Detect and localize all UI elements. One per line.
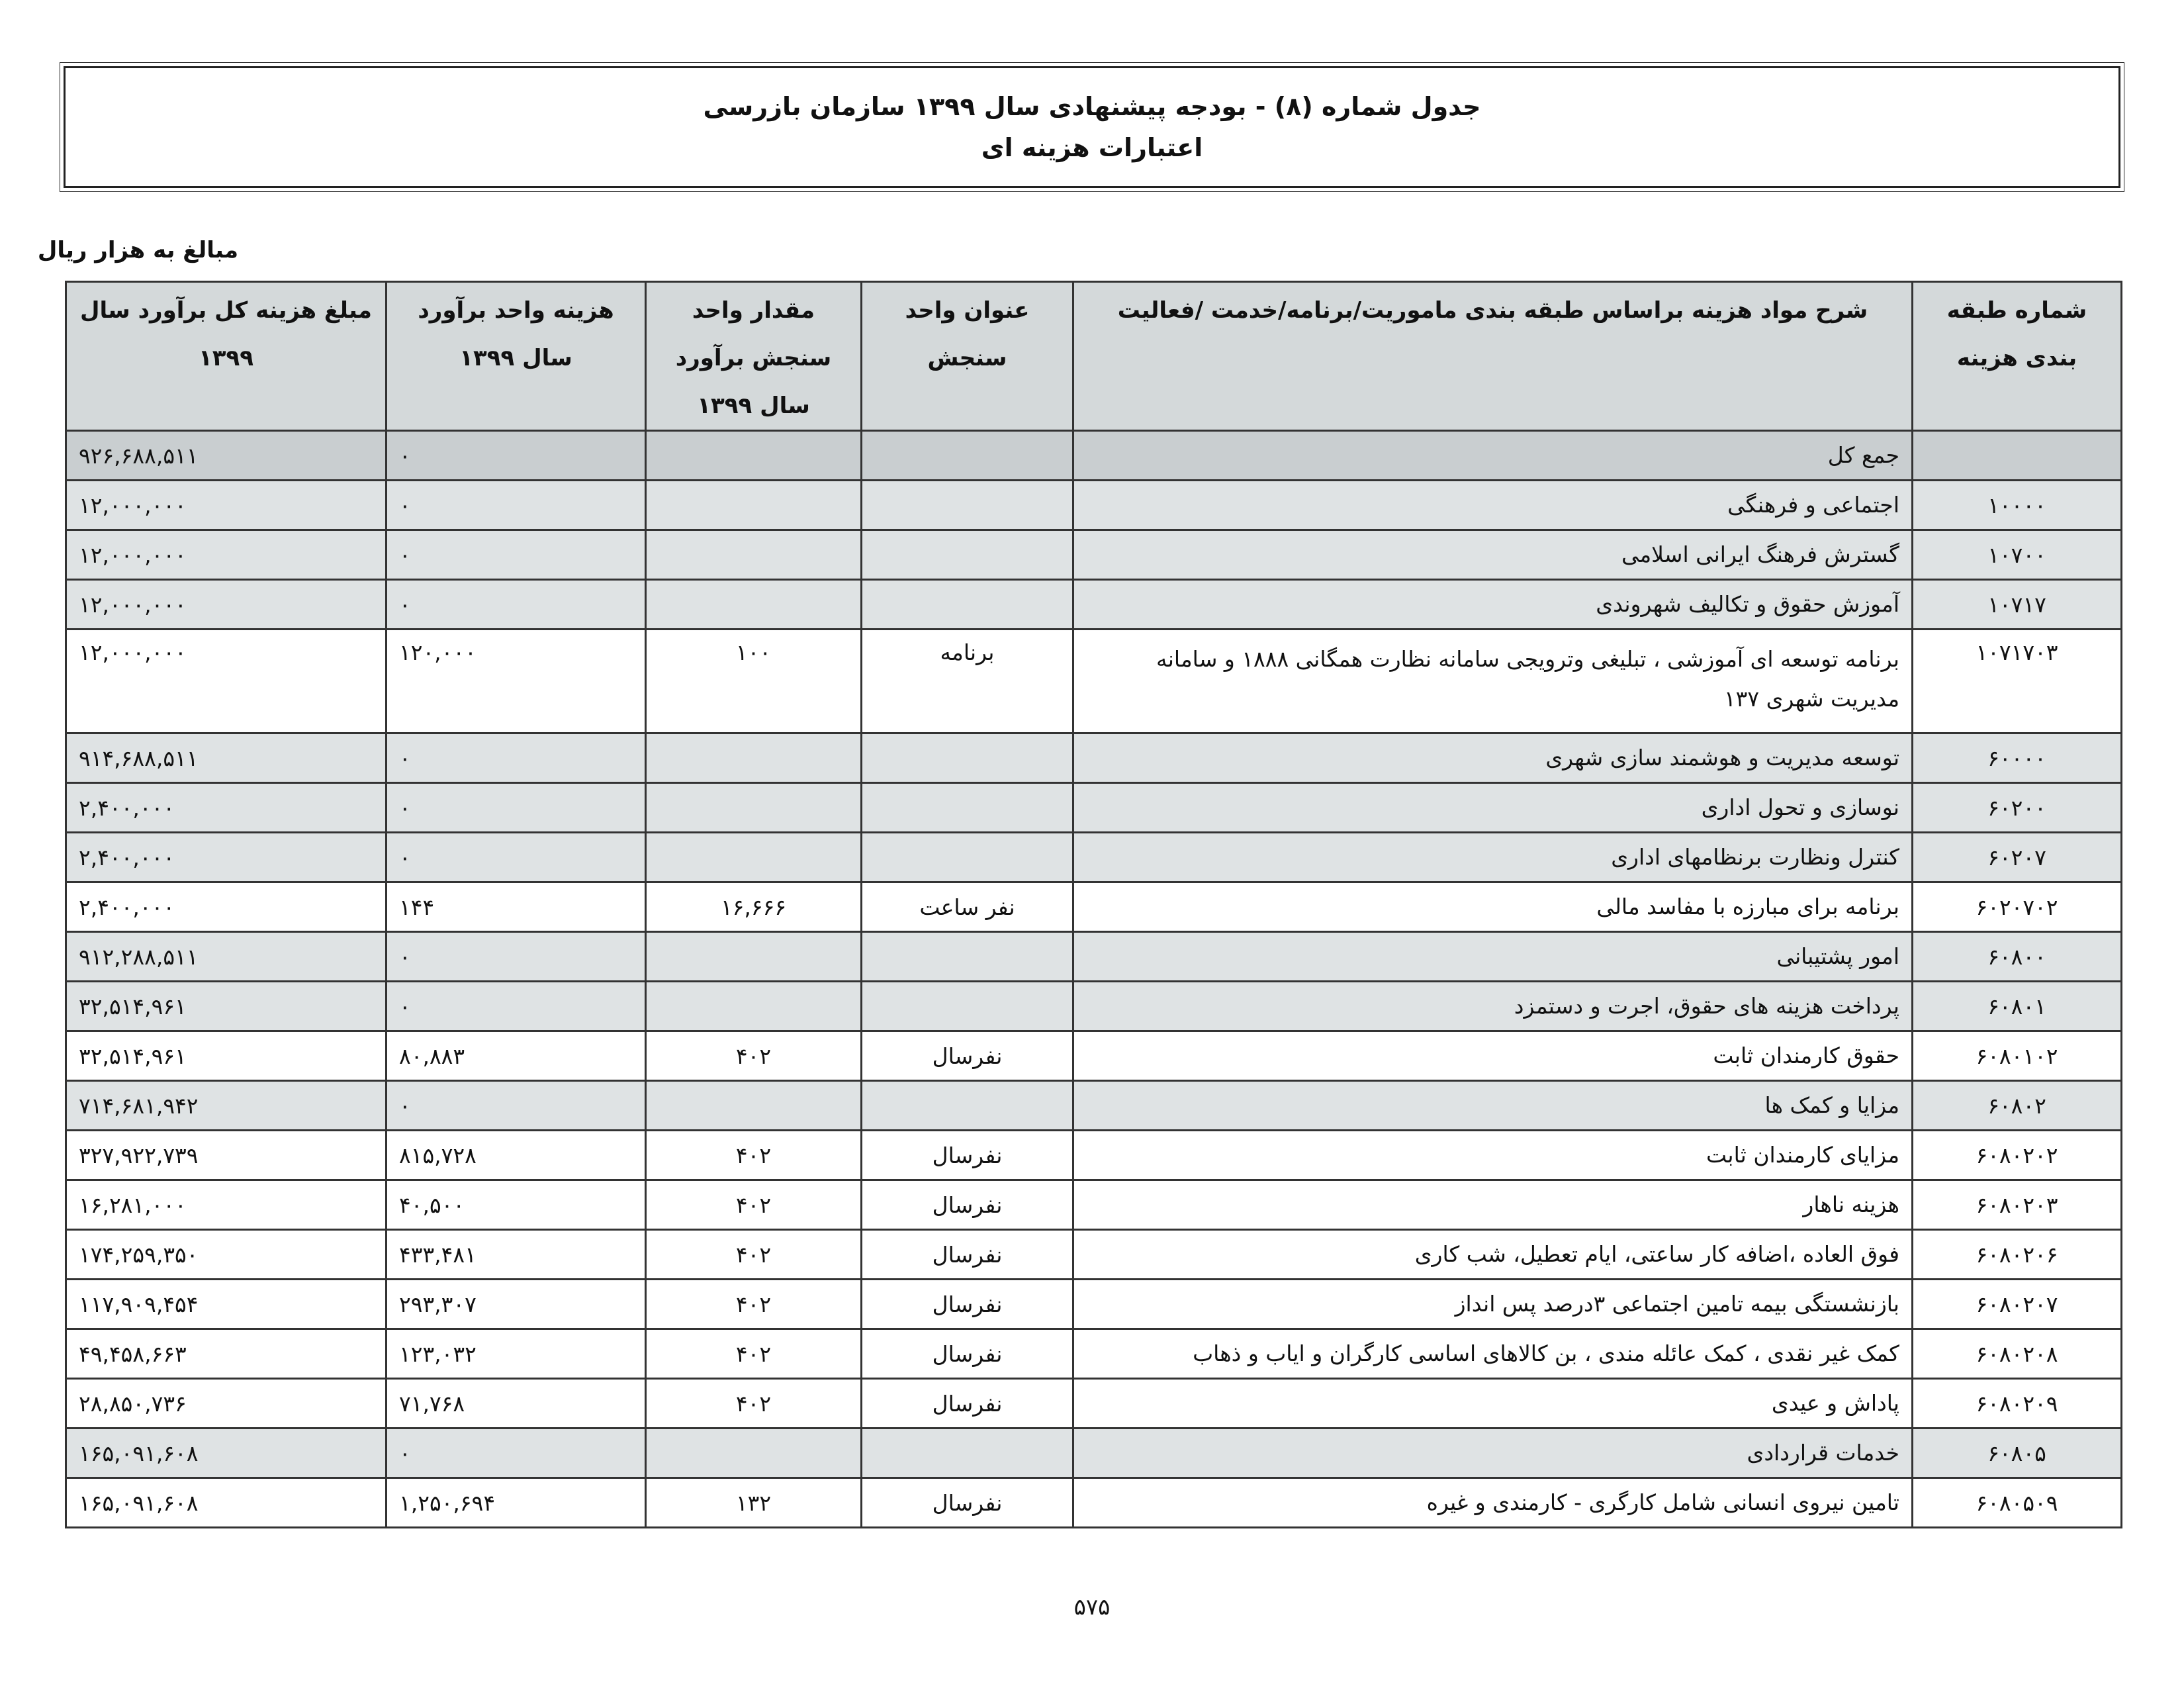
unit-title-cell-text: نفرسال [932,1489,1003,1516]
description-cell-text: برنامه برای مبارزه با مفاسد مالی [1596,894,1899,919]
description-cell-text: هزینه ناهار [1803,1192,1899,1217]
quantity-cell-text: ۱۰۰ [735,639,772,665]
table-row [66,932,2122,982]
unit-cost-cell-text: ۲۹۳,۳۰۷ [399,1291,477,1317]
description-cell-text: فوق العاده ،اضافه کار ساعتی، ایام تعطیل، شب کاری [1414,1241,1899,1267]
table-body [66,431,2122,1528]
unit-title-cell [862,1031,1073,1081]
unit-cost-cell-text: ۰ [399,1440,411,1466]
total-cell-text: ۹۱۴,۶۸۸,۵۱۱ [79,745,199,771]
table-row [66,982,2122,1031]
description-cell [1073,630,1913,733]
quantity-cell [646,1230,862,1280]
quantity-cell [646,1131,862,1180]
table-row [66,733,2122,783]
code-cell [1913,1131,2122,1180]
description-cell [1073,932,1913,982]
code-cell [1913,783,2122,833]
total-cell-text: ۹۲۶,۶۸۸,۵۱۱ [79,442,199,469]
code-cell [1913,530,2122,580]
col-header-total: مبلغ هزینه کل برآورد سال ۱۳۹۹ [66,282,387,431]
unit-cost-cell [387,580,646,630]
description-cell [1073,481,1913,530]
description-cell-text: توسعه مدیریت و هوشمند سازی شهری [1545,745,1899,771]
code-cell [1913,481,2122,530]
total-cell-text: ۱۶۵,۰۹۱,۶۰۸ [79,1440,199,1466]
total-cell [66,1429,387,1478]
total-cell-text: ۲,۴۰۰,۰۰۰ [79,894,175,920]
total-cell-text: ۳۲,۵۱۴,۹۶۱ [79,993,187,1019]
description-cell [1073,1280,1913,1329]
unit-title-cell [862,882,1073,932]
unit-title-cell-text: نفرسال [932,1241,1003,1268]
table-row [66,580,2122,630]
code-cell-text: ۶۰۲۰۷۰۲ [1976,894,2058,920]
description-cell-text: بازنشستگی بیمه تامین اجتماعی ۳درصد پس انداز [1455,1291,1899,1317]
col-header-unit-cost: هزینه واحد برآورد سال ۱۳۹۹ [387,282,646,431]
table-row [66,1478,2122,1528]
unit-cost-cell [387,1478,646,1528]
unit-title-cell [862,1280,1073,1329]
quantity-cell [646,733,862,783]
unit-cost-cell [387,733,646,783]
total-cell [66,833,387,882]
code-cell [1913,1180,2122,1230]
quantity-cell-text: ۴۰۲ [735,1192,772,1218]
unit-title-cell-text: برنامه [940,639,995,665]
total-cell-text: ۱۶,۲۸۱,۰۰۰ [79,1192,187,1218]
description-cell-text: پاداش و عیدی [1771,1390,1899,1416]
unit-title-cell-text: نفرسال [932,1340,1003,1367]
code-cell [1913,630,2122,733]
col-header-code: شماره طبقه بندی هزینه [1913,282,2122,431]
table-row [66,783,2122,833]
total-cell-text: ۱۱۷,۹۰۹,۴۵۴ [79,1291,199,1317]
unit-cost-cell [387,1379,646,1429]
total-cell-text: ۲,۴۰۰,۰۰۰ [79,794,175,821]
quantity-cell [646,932,862,982]
description-cell-text: مزایای کارمندان ثابت [1706,1142,1899,1168]
table-row [66,1280,2122,1329]
description-cell [1073,733,1913,783]
quantity-cell-text: ۱۶,۶۶۶ [720,894,787,920]
document-subtitle: اعتبارات هزینه ای [981,133,1203,162]
unit-cost-cell-text: ۰ [399,844,411,870]
description-cell-text: آموزش حقوق و تکالیف شهروندی [1596,591,1899,617]
quantity-cell-text: ۴۰۲ [735,1043,772,1069]
quantity-cell [646,1180,862,1230]
total-cell [66,431,387,481]
quantity-cell [646,530,862,580]
unit-cost-cell-text: ۰ [399,442,411,469]
total-cell-text: ۷۱۴,۶۸۱,۹۴۲ [79,1092,199,1119]
code-cell-text: ۶۰۸۰۱۰۲ [1976,1043,2058,1069]
currency-unit-note: مبالغ به هزار ریال [37,237,238,263]
table-row [66,1081,2122,1131]
total-cell [66,982,387,1031]
description-cell [1073,580,1913,630]
table-row [66,530,2122,580]
unit-title-cell [862,1180,1073,1230]
unit-cost-cell-text: ۴۳۳,۴۸۱ [399,1241,477,1268]
code-cell-text: ۶۰۸۰۲ [1987,1092,2046,1119]
unit-title-cell [862,1081,1073,1131]
total-cell [66,481,387,530]
unit-title-cell [862,783,1073,833]
total-cell [66,1478,387,1528]
description-cell [1073,431,1913,481]
description-cell [1073,982,1913,1031]
code-cell-text: ۶۰۸۰۲۰۲ [1976,1142,2058,1168]
code-cell-text: ۶۰۸۰۲۰۷ [1976,1291,2058,1317]
table-row [66,882,2122,932]
total-cell [66,1180,387,1230]
total-cell-text: ۱۲,۰۰۰,۰۰۰ [79,639,187,665]
unit-title-cell [862,1478,1073,1528]
quantity-cell-text: ۴۰۲ [735,1142,772,1168]
total-cell-text: ۱۲,۰۰۰,۰۰۰ [79,541,187,568]
code-cell [1913,1478,2122,1528]
code-cell-text: ۱۰۷۱۷۰۳ [1976,639,2058,665]
code-cell [1913,1379,2122,1429]
description-cell-text: کنترل ونظارت برنظامهای اداری [1611,844,1899,870]
description-cell [1073,833,1913,882]
description-cell [1073,1379,1913,1429]
unit-title-cell-text: نفرسال [932,1390,1003,1417]
table-header-row [66,282,2122,431]
unit-cost-cell-text: ۱۲۰,۰۰۰ [399,639,477,665]
unit-cost-cell [387,530,646,580]
col-header-unit-title: عنوان واحد سنجش [862,282,1073,431]
quantity-cell [646,1031,862,1081]
total-cell [66,882,387,932]
code-cell [1913,1031,2122,1081]
code-cell [1913,1329,2122,1379]
quantity-cell [646,1329,862,1379]
code-cell-text: ۶۰۸۰۰ [1987,943,2046,970]
code-cell [1913,982,2122,1031]
table-row [66,630,2122,733]
description-cell [1073,882,1913,932]
quantity-cell [646,580,862,630]
quantity-cell [646,1280,862,1329]
page-number: ۵۷۵ [1073,1594,1111,1620]
unit-title-cell [862,431,1073,481]
total-cell-text: ۱۲,۰۰۰,۰۰۰ [79,492,187,518]
description-cell [1073,1131,1913,1180]
code-cell [1913,932,2122,982]
quantity-cell [646,882,862,932]
code-cell [1913,1081,2122,1131]
table-row [66,1230,2122,1280]
code-cell-text: ۶۰۸۰۲۰۹ [1976,1390,2058,1417]
quantity-cell [646,982,862,1031]
unit-title-cell [862,1429,1073,1478]
unit-cost-cell-text: ۱۴۴ [399,894,435,920]
quantity-cell [646,783,862,833]
unit-cost-cell-text: ۰ [399,541,411,568]
total-cell-text: ۴۹,۴۵۸,۶۶۳ [79,1340,187,1367]
unit-cost-cell-text: ۰ [399,745,411,771]
unit-title-cell [862,1131,1073,1180]
unit-cost-cell-text: ۱۲۳,۰۳۲ [399,1340,477,1367]
quantity-cell [646,431,862,481]
unit-title-cell [862,580,1073,630]
total-cell [66,1329,387,1379]
unit-cost-cell [387,833,646,882]
table-row [66,1329,2122,1379]
description-cell [1073,1230,1913,1280]
code-cell [1913,1429,2122,1478]
description-cell-text: نوسازی و تحول اداری [1701,794,1899,820]
code-cell-text: ۱۰۷۱۷ [1987,591,2046,618]
quantity-cell-text: ۴۰۲ [735,1390,772,1417]
code-cell-text: ۶۰۸۰۵ [1987,1440,2046,1466]
code-cell-text: ۶۰۲۰۰ [1987,794,2046,821]
document-title: جدول شماره (۸) - بودجه پیشنهادی سال ۱۳۹۹ سازمان بازرسی [703,92,1481,121]
unit-cost-cell [387,1230,646,1280]
description-cell [1073,1031,1913,1081]
quantity-cell [646,1081,862,1131]
total-cell-text: ۲۸,۸۵۰,۷۳۶ [79,1390,187,1417]
unit-cost-cell-text: ۰ [399,1092,411,1119]
code-cell [1913,431,2122,481]
description-cell-text: برنامه توسعه ای آموزشی ، تبلیغی وترویجی سامانه نظارت همگانی ۱۸۸۸ و سامانه مدیریت شهری ۱۳۷ [1156,646,1899,712]
description-cell [1073,1081,1913,1131]
unit-title-cell [862,481,1073,530]
total-cell [66,1230,387,1280]
unit-cost-cell-text: ۰ [399,492,411,518]
description-cell-text: گسترش فرهنگ ایرانی اسلامی [1621,541,1899,567]
unit-cost-cell [387,481,646,530]
code-cell [1913,1280,2122,1329]
unit-cost-cell-text: ۸۱۵,۷۲۸ [399,1142,477,1168]
unit-cost-cell [387,1081,646,1131]
total-cell-text: ۹۱۲,۲۸۸,۵۱۱ [79,943,199,970]
unit-title-cell [862,932,1073,982]
total-cell [66,630,387,733]
quantity-cell [646,833,862,882]
description-cell-text: حقوق کارمندان ثابت [1713,1043,1899,1068]
unit-cost-cell [387,1131,646,1180]
code-cell-text: ۶۰۸۰۲۰۶ [1976,1241,2058,1268]
total-cell [66,1031,387,1081]
description-cell-text: اجتماعی و فرهنگی [1727,492,1899,518]
table-row [66,481,2122,530]
unit-cost-cell [387,1429,646,1478]
code-cell-text: ۶۰۸۰۵۰۹ [1976,1489,2058,1516]
table-row [66,1031,2122,1081]
description-cell-text: امور پشتیبانی [1776,943,1899,969]
unit-cost-cell [387,982,646,1031]
code-cell-text: ۱۰۷۰۰ [1987,541,2046,568]
code-cell-text: ۶۰۸۰۲۰۳ [1976,1192,2058,1218]
unit-cost-cell [387,1329,646,1379]
col-header-quantity: مقدار واحد سنجش برآورد سال ۱۳۹۹ [646,282,862,431]
description-cell [1073,1180,1913,1230]
table-row [66,431,2122,481]
unit-cost-cell-text: ۴۰,۵۰۰ [399,1192,465,1218]
title-box [64,66,2120,188]
total-cell [66,1131,387,1180]
table-row [66,1131,2122,1180]
unit-cost-cell-text: ۸۰,۸۸۳ [399,1043,465,1069]
unit-cost-cell [387,932,646,982]
unit-cost-cell-text: ۰ [399,993,411,1019]
code-cell-text: ۶۰۲۰۷ [1987,844,2046,870]
description-cell-text: تامین نیروی انسانی شامل کارگری - کارمندی و غیره [1426,1489,1899,1515]
unit-title-cell [862,833,1073,882]
description-cell [1073,1329,1913,1379]
total-cell-text: ۱۷۴,۲۵۹,۳۵۰ [79,1241,199,1268]
code-cell [1913,833,2122,882]
table-row [66,1180,2122,1230]
unit-cost-cell-text: ۰ [399,943,411,970]
total-cell [66,1081,387,1131]
code-cell-text: ۶۰۰۰۰ [1987,745,2046,771]
table-row [66,1429,2122,1478]
quantity-cell [646,481,862,530]
budget-table [65,281,2122,1528]
unit-cost-cell [387,1180,646,1230]
description-cell-text: پرداخت هزینه های حقوق، اجرت و دستمزد [1514,993,1899,1019]
quantity-cell [646,630,862,733]
quantity-cell-text: ۴۰۲ [735,1340,772,1367]
quantity-cell-text: ۱۳۲ [735,1489,772,1516]
unit-title-cell [862,1379,1073,1429]
total-cell-text: ۳۲۷,۹۲۲,۷۳۹ [79,1142,199,1168]
quantity-cell [646,1379,862,1429]
description-cell-text: مزایا و کمک ها [1764,1092,1899,1118]
code-cell-text: ۶۰۸۰۱ [1987,993,2046,1019]
total-cell-text: ۳۲,۵۱۴,۹۶۱ [79,1043,187,1069]
code-cell-text: ۶۰۸۰۲۰۸ [1976,1340,2058,1367]
unit-cost-cell-text: ۰ [399,794,411,821]
unit-title-cell [862,530,1073,580]
unit-cost-cell [387,882,646,932]
total-cell-text: ۱۲,۰۰۰,۰۰۰ [79,591,187,618]
description-cell [1073,1478,1913,1528]
unit-cost-cell-text: ۰ [399,591,411,618]
quantity-cell-text: ۴۰۲ [735,1291,772,1317]
unit-title-cell-text: نفر ساعت [919,894,1015,920]
code-cell [1913,882,2122,932]
code-cell [1913,733,2122,783]
code-cell-text: ۱۰۰۰۰ [1987,492,2046,518]
unit-title-cell-text: نفرسال [932,1192,1003,1218]
unit-cost-cell [387,783,646,833]
unit-cost-cell [387,1280,646,1329]
total-cell [66,1280,387,1329]
unit-title-cell [862,982,1073,1031]
description-cell [1073,1429,1913,1478]
unit-cost-cell-text: ۱,۲۵۰,۶۹۴ [399,1489,496,1516]
quantity-cell-text: ۴۰۲ [735,1241,772,1268]
unit-cost-cell [387,630,646,733]
unit-title-cell [862,630,1073,733]
unit-cost-cell [387,1031,646,1081]
quantity-cell [646,1478,862,1528]
total-cell [66,530,387,580]
unit-title-cell-text: نفرسال [932,1043,1003,1069]
total-cell [66,1379,387,1429]
unit-title-cell-text: نفرسال [932,1142,1003,1168]
col-header-description: شرح مواد هزینه براساس طبقه بندی ماموریت/برنامه/خدمت /فعالیت [1073,282,1913,431]
total-cell [66,580,387,630]
total-cell-text: ۱۶۵,۰۹۱,۶۰۸ [79,1489,199,1516]
quantity-cell [646,1429,862,1478]
table-row [66,833,2122,882]
unit-cost-cell-text: ۷۱,۷۶۸ [399,1390,465,1417]
description-cell [1073,783,1913,833]
total-cell [66,932,387,982]
description-cell-text: کمک غیر نقدی ، کمک عائله مندی ، بن کالاهای اساسی کارگران و ایاب و ذهاب [1193,1340,1899,1366]
code-cell [1913,580,2122,630]
unit-title-cell [862,1329,1073,1379]
unit-cost-cell [387,431,646,481]
total-cell [66,733,387,783]
unit-title-cell-text: نفرسال [932,1291,1003,1317]
unit-title-cell [862,1230,1073,1280]
description-cell [1073,530,1913,580]
description-cell-text: جمع کل [1827,442,1899,468]
code-cell [1913,1230,2122,1280]
total-cell [66,783,387,833]
description-cell-text: خدمات قراردادی [1747,1440,1899,1466]
unit-title-cell [862,733,1073,783]
total-cell-text: ۲,۴۰۰,۰۰۰ [79,844,175,870]
table-row [66,1379,2122,1429]
